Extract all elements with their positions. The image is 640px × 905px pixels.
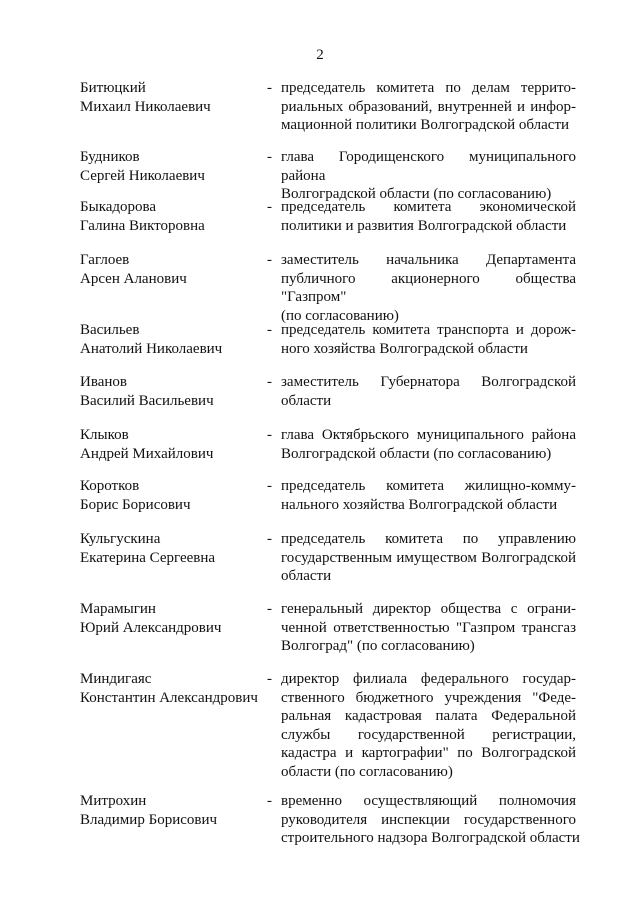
member-name [80,373,265,410]
member-role-line: мационной политики Волгоградской области [281,117,570,133]
member-role-line: председатель комитета по управлению [281,531,576,547]
member-given-name: Галина Викторовна [80,217,205,234]
list-dash: - [267,374,272,390]
member-role-line: заместитель начальника Департамента [281,252,576,268]
member-role-line: области (по согласованию) [281,763,453,780]
member-given-name: Юрий Александрович [80,619,222,636]
member-role-line: государственным имуществом Волгоградской [281,549,576,566]
list-dash: - [267,671,272,687]
member-role-line: Волгоградской области (по согласованию) [281,186,552,202]
member-role-line: строительного надзора Волгоградской области [281,830,580,846]
member-role [281,792,580,848]
member-name [80,530,265,567]
member-role [281,600,576,656]
member-name [80,792,265,829]
member-name [80,251,265,288]
member-role-line: ственного бюджетного учреждения "Феде- [281,689,576,706]
member-name [80,670,265,707]
member-name [80,198,265,235]
list-dash: - [267,149,272,165]
list-dash: - [267,478,272,494]
member-given-name: Екатерина Сергеевна [80,549,216,566]
member-role-line: области [281,392,332,409]
member-role-line: публичного акционерного общества "Газпром" [281,270,576,305]
member-role-line: нального хозяйства Волгоградской области [281,496,558,513]
list-dash: - [267,80,272,96]
member-surname: Гаглоев [80,252,130,268]
member-surname: Битюцкий [80,80,146,96]
list-dash: - [267,427,272,443]
member-role-line: временно осуществляющий полномочия [281,793,576,809]
member-role-line: генеральный директор общества с ограни- [281,601,576,617]
member-role-line: директор филиала федерального государ- [281,671,576,687]
member-surname: Клыков [80,427,129,443]
member-role [281,670,576,781]
member-role [281,148,576,204]
member-role-line: председатель комитета транспорта и дорож- [281,322,576,338]
member-role [281,321,576,358]
member-role [281,477,576,514]
member-name [80,426,265,463]
member-name [80,321,265,358]
member-surname: Митрохин [80,793,147,809]
page-number: 2 [316,47,324,63]
member-role-line: политики и развития Волгоградской области [281,217,567,234]
member-role-line: ральная кадастровая палата Федеральной [281,708,576,724]
list-dash: - [267,601,272,617]
member-role-line: глава Октябрьского муниципального района [281,427,576,443]
list-dash: - [267,322,272,338]
member-role-line: ного хозяйства Волгоградской области [281,340,528,357]
member-given-name: Михаил Николаевич [80,98,211,115]
member-role-line: заместитель Губернатора Волгоградской [281,374,576,390]
member-surname: Васильев [80,322,140,338]
member-surname: Иванов [80,374,127,390]
member-role [281,426,576,463]
member-given-name: Арсен Аланович [80,270,187,287]
member-surname: Марамыгин [80,601,156,617]
member-role [281,251,576,325]
member-role [281,530,576,586]
member-role-line: службы государственной регистрации, [281,726,576,743]
member-role-line: риальных образований, внутренней и инфор- [281,98,576,115]
member-role-line: Волгоградской области (по согласованию) [281,445,552,462]
member-given-name: Анатолий Николаевич [80,340,223,357]
list-dash: - [267,252,272,268]
member-role-line: (по согласованию) [281,307,399,324]
member-name [80,477,265,514]
member-given-name: Андрей Михайлович [80,445,214,462]
member-role-line: кадастра и картографии" по Волгоградской [281,745,576,761]
member-role-line: руководителя инспекции государственного [281,811,576,828]
member-given-name: Василий Васильевич [80,392,214,409]
member-surname: Миндигаяс [80,671,152,687]
member-role [281,373,576,410]
member-surname: Быкадорова [80,199,157,215]
member-role-line: председатель комитета по делам террито- [281,80,576,96]
member-role-line: председатель комитета жилищно-комму- [281,478,576,494]
member-given-name: Константин Александрович [80,689,258,706]
member-name [80,600,265,637]
list-dash: - [267,531,272,547]
member-role [281,198,576,235]
member-given-name: Борис Борисович [80,496,191,513]
member-surname: Будников [80,149,140,165]
member-surname: Кульгускина [80,531,161,547]
member-role-line: области [281,568,332,584]
member-name [80,79,265,116]
list-dash: - [267,793,272,809]
member-given-name: Сергей Николаевич [80,167,205,184]
member-surname: Коротков [80,478,140,494]
member-role-line: ченной ответственностью "Газпром трансгаз [281,619,576,636]
member-given-name: Владимир Борисович [80,811,218,828]
list-dash: - [267,199,272,215]
member-role-line: Волгоград" (по согласованию) [281,638,475,654]
member-role-line: председатель комитета экономической [281,199,576,215]
member-role-line: глава Городищенского муниципального района [281,149,576,184]
member-name [80,148,265,185]
member-role [281,79,576,135]
